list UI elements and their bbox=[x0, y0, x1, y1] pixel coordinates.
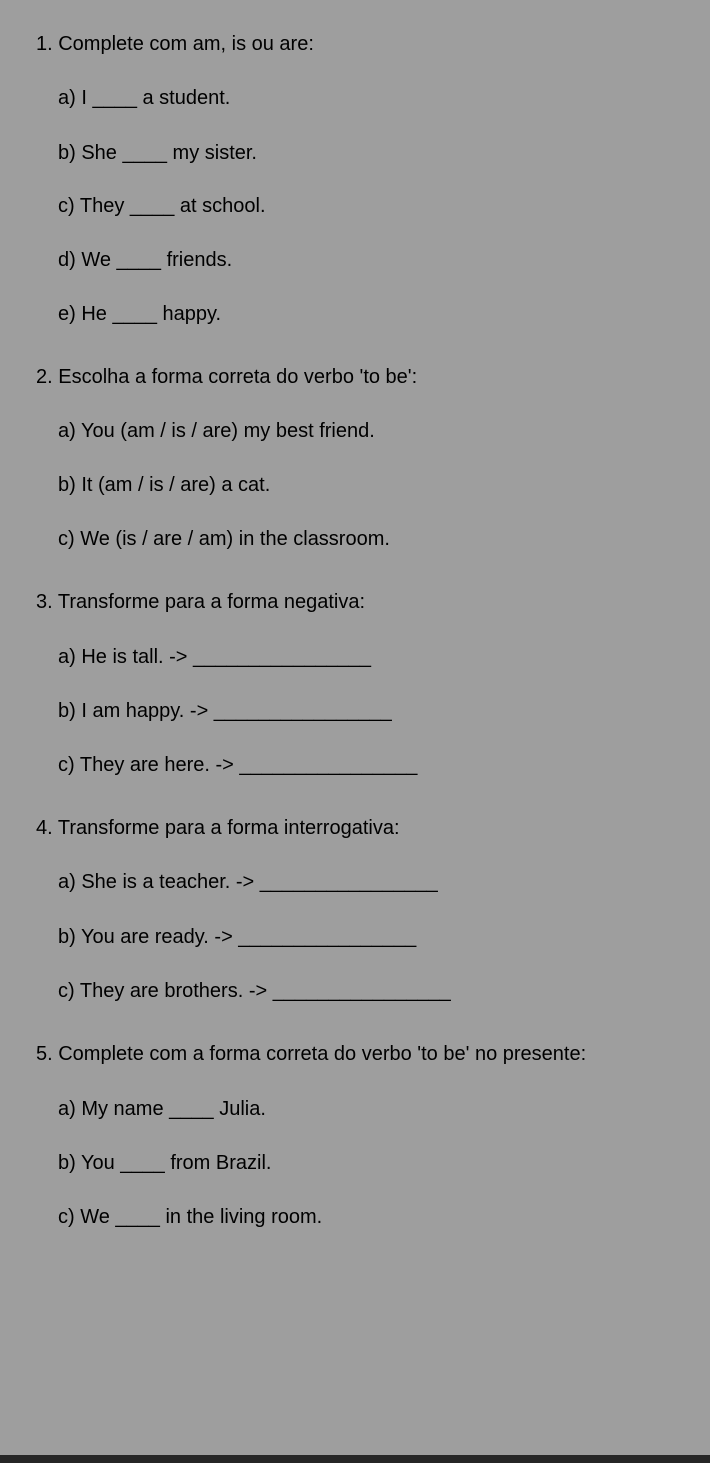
exercise-item: a) She is a teacher. -> ________________ bbox=[58, 871, 438, 893]
exercise-item: c) We ____ in the living room. bbox=[58, 1206, 323, 1228]
exercise-item: d) We ____ friends. bbox=[58, 249, 233, 271]
bottom-bar bbox=[0, 1455, 710, 1463]
exercise-item: a) You (am / is / are) my best friend. bbox=[58, 420, 375, 442]
exercise-item: b) It (am / is / are) a cat. bbox=[58, 474, 271, 496]
exercise-item: c) We (is / are / am) in the classroom. bbox=[58, 528, 390, 550]
exercise-item: a) I ____ a student. bbox=[58, 87, 231, 109]
section-heading-5: 5. Complete com a forma correta do verbo 'to be' no presente: bbox=[36, 1043, 587, 1065]
exercise-item: a) He is tall. -> ________________ bbox=[58, 646, 372, 668]
exercise-item: b) She ____ my sister. bbox=[58, 142, 257, 164]
exercise-item: c) They are brothers. -> ________________ bbox=[58, 980, 451, 1002]
exercise-item: e) He ____ happy. bbox=[58, 303, 222, 325]
section-heading-4: 4. Transforme para a forma interrogativa: bbox=[36, 817, 400, 839]
exercise-item: b) I am happy. -> ________________ bbox=[58, 700, 392, 722]
exercise-item: b) You ____ from Brazil. bbox=[58, 1152, 272, 1174]
exercise-item: c) They ____ at school. bbox=[58, 195, 266, 217]
section-heading-1: 1. Complete com am, is ou are: bbox=[36, 33, 314, 55]
exercise-item: c) They are here. -> ________________ bbox=[58, 754, 418, 776]
section-heading-3: 3. Transforme para a forma negativa: bbox=[36, 591, 366, 613]
exercise-item: b) You are ready. -> ________________ bbox=[58, 926, 417, 948]
section-heading-2: 2. Escolha a forma correta do verbo 'to be': bbox=[36, 366, 418, 388]
exercise-item: a) My name ____ Julia. bbox=[58, 1098, 266, 1120]
